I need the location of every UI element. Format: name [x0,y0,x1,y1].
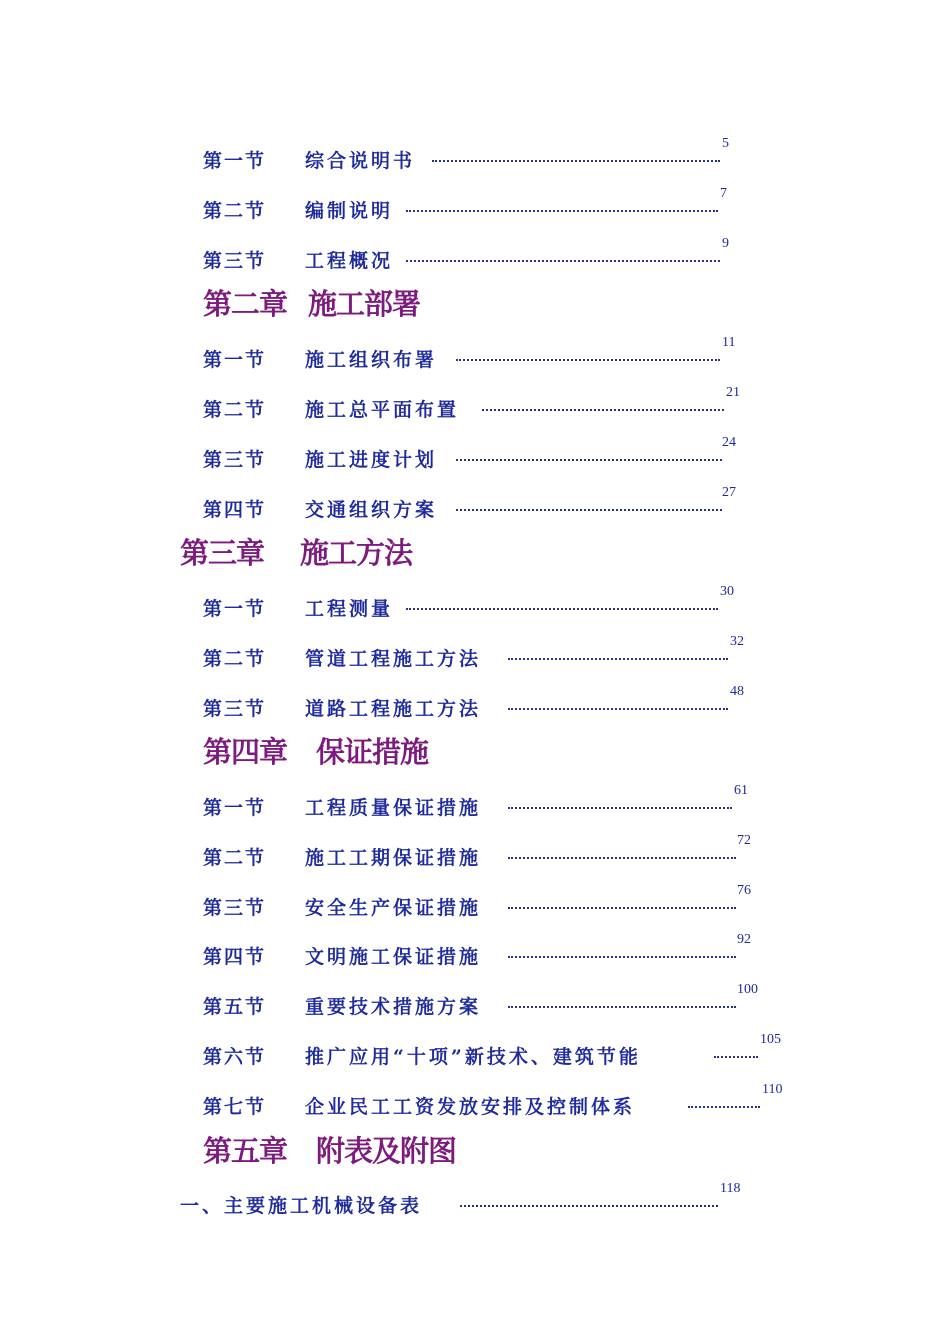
toc-entry[interactable] [0,1032,950,1072]
toc-entry[interactable] [0,634,950,674]
toc-entry[interactable] [0,932,950,972]
dot-leader [456,343,720,361]
section-number: 第三节 [203,250,267,272]
page-number: 76 [737,883,751,898]
section-number: 第二节 [203,200,267,222]
dot-leader [508,891,736,909]
section-number: 第二节 [203,648,267,670]
dot-leader [508,940,736,958]
page-number: 118 [720,1181,741,1196]
toc-entry[interactable] [0,584,950,624]
page-number: 61 [734,783,748,798]
section-title: 重要技术措施方案 [305,996,482,1018]
page-number: 7 [720,186,727,201]
section-number: 第二节 [203,847,267,869]
section-number: 第一节 [203,797,267,819]
chapter-number: 第二章 [203,289,288,321]
dot-leader [460,1189,718,1207]
dot-leader [508,692,728,710]
page-number: 30 [720,584,734,599]
section-title: 综合说明书 [305,150,416,172]
section-title: 施工工期保证措施 [305,847,482,869]
chapter-title: 施工方法 [300,538,413,570]
section-title: 安全生产保证措施 [305,897,482,919]
toc-entry[interactable] [0,435,950,475]
toc-entry[interactable] [0,684,950,724]
page-number: 24 [722,435,736,450]
toc-entry[interactable] [0,783,950,823]
dot-leader [406,194,718,212]
appendix-title: 一、主要施工机械设备表 [180,1195,423,1217]
dot-leader [508,642,728,660]
section-number: 第一节 [203,150,267,172]
chapter-title: 施工部署 [308,289,421,321]
chapter-heading[interactable] [0,1129,950,1173]
section-number: 第五节 [203,996,267,1018]
section-title: 工程概况 [305,250,394,272]
toc-entry[interactable] [0,385,950,425]
section-title: 施工组织布署 [305,349,438,371]
dot-leader [432,144,720,162]
chapter-title: 保证措施 [316,737,429,769]
dot-leader [508,841,736,859]
section-number: 第二节 [203,399,267,421]
page-number: 105 [760,1032,781,1047]
dot-leader [456,443,722,461]
page-number: 92 [737,932,751,947]
section-title: 施工进度计划 [305,449,438,471]
section-number: 第一节 [203,598,267,620]
toc-entry[interactable] [0,1082,950,1122]
section-number: 第三节 [203,449,267,471]
toc-entry[interactable] [0,1181,950,1221]
chapter-heading[interactable] [0,730,950,774]
section-title: 施工总平面布置 [305,399,460,421]
page-number: 11 [722,335,736,350]
section-number: 第七节 [203,1096,267,1118]
dot-leader [406,592,718,610]
chapter-title: 附表及附图 [316,1136,457,1168]
dot-leader [688,1090,760,1108]
section-title: 编制说明 [305,200,394,222]
section-number: 第三节 [203,897,267,919]
page-number: 5 [722,136,729,151]
page-number: 100 [737,982,758,997]
section-title: 管道工程施工方法 [305,648,482,670]
section-number: 第四节 [203,499,267,521]
section-title: 推广应用“十项”新技术、建筑节能 [305,1046,641,1068]
toc-entry[interactable] [0,982,950,1022]
chapter-number: 第三章 [180,538,265,570]
chapter-number: 第五章 [203,1136,288,1168]
section-title: 企业民工工资发放安排及控制体系 [305,1096,636,1118]
toc-entry[interactable] [0,136,950,176]
toc-entry[interactable] [0,883,950,923]
chapter-heading[interactable] [0,531,950,575]
dot-leader [508,791,732,809]
toc-entry[interactable] [0,186,950,226]
dot-leader [406,244,720,262]
toc-entry[interactable] [0,833,950,873]
page-number: 48 [730,684,744,699]
section-number: 第四节 [203,946,267,968]
section-title: 道路工程施工方法 [305,698,482,720]
dot-leader [714,1040,758,1058]
chapter-number: 第四章 [203,737,288,769]
dot-leader [482,393,724,411]
section-number: 第三节 [203,698,267,720]
dot-leader [508,990,736,1008]
page-number: 110 [762,1082,783,1097]
section-title: 工程质量保证措施 [305,797,482,819]
page-number: 32 [730,634,744,649]
page-number: 9 [722,236,729,251]
dot-leader [456,493,722,511]
page-number: 27 [722,485,736,500]
page-number: 72 [737,833,751,848]
chapter-heading[interactable] [0,282,950,326]
toc-entry[interactable] [0,335,950,375]
section-number: 第一节 [203,349,267,371]
page-number: 21 [726,385,740,400]
section-number: 第六节 [203,1046,267,1068]
section-title: 工程测量 [305,598,394,620]
section-title: 文明施工保证措施 [305,946,482,968]
toc-entry[interactable] [0,236,950,276]
toc-entry[interactable] [0,485,950,525]
section-title: 交通组织方案 [305,499,438,521]
